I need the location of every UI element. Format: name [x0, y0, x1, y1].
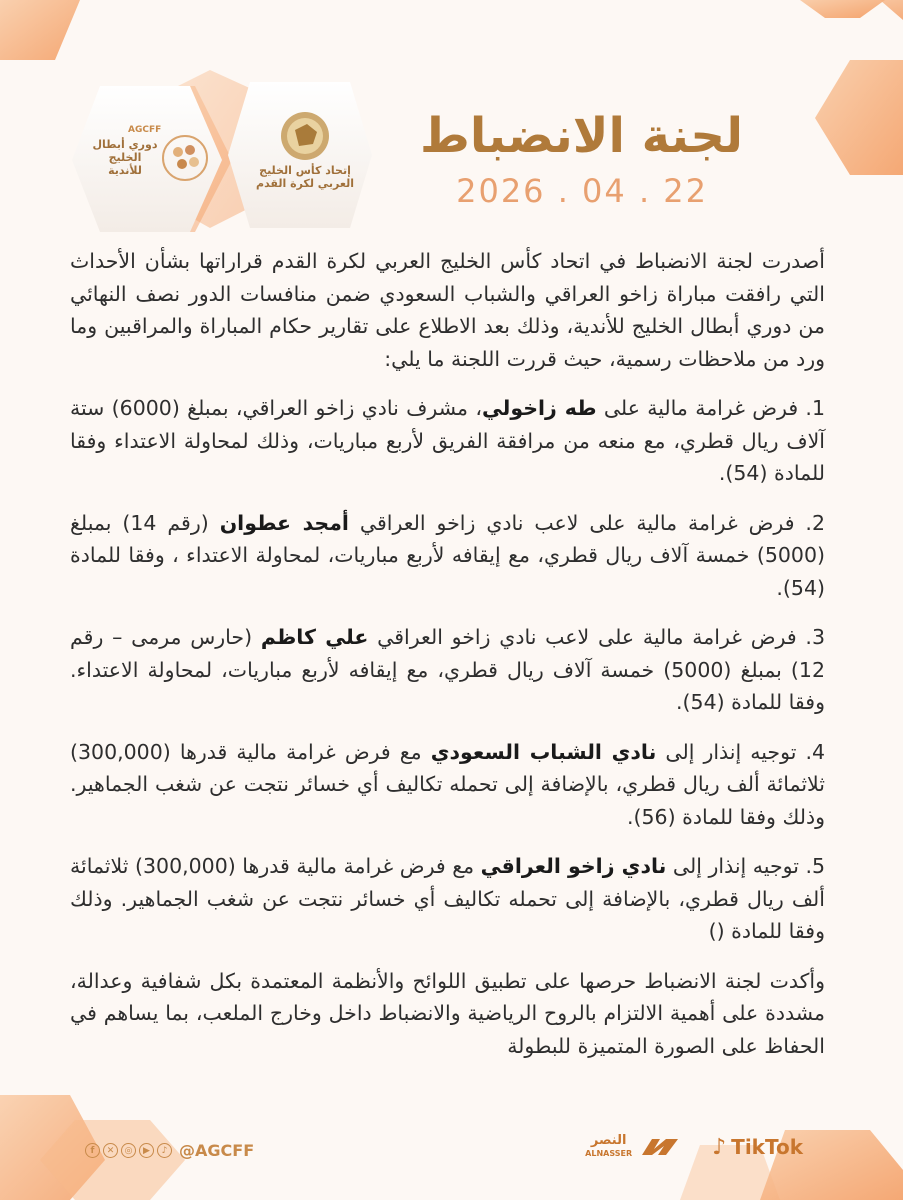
hex-top-right — [800, 0, 885, 18]
alnasser-logo-icon — [638, 1135, 682, 1159]
decision-item-5 — [70, 850, 825, 948]
federation-name-line1: إتحاد كأس الخليج — [259, 164, 351, 177]
decision-1-text: 1. فرض غرامة مالية على — [596, 396, 825, 420]
decision-item-4 — [70, 736, 825, 834]
social-links — [85, 1141, 254, 1160]
tiktok-logo-icon: ♪ — [712, 1134, 727, 1160]
x-icon[interactable]: ✕ — [103, 1143, 118, 1158]
decision-5-details: مع فرض غرامة مالية قدرها (300,000) ثلاثمائة ألف ريال قطري، بالإضافة إلى تحمله تكاليف أي خسائر نتجت عن شغب الجماهير. وذلك وفقا للمادة () — [70, 854, 825, 943]
sponsors — [585, 1134, 803, 1160]
intro-paragraph: أصدرت لجنة الانضباط في اتحاد كأس الخليج العربي لكرة القدم قراراتها بشأن الأحداث التي رافقت مباراة زاخو العراقي والشباب السعودي ضمن منافسات الدور نصف النهائي من دوري أبطال الخليج للأندية، وذلك بعد الاطلاع على تقارير حكام المباراة والمراقبين وما ورد من ملاحظات رسمية، حيث قررت اللجنة ما يلي: — [70, 249, 825, 371]
sponsor-tiktok — [712, 1135, 803, 1160]
league-name-line2: الخليج — [108, 151, 142, 164]
decision-5-text: 5. توجيه إنذار إلى — [666, 854, 826, 878]
league-brand: AGCFF — [128, 125, 162, 135]
decision-4-details: مع فرض غرامة مالية قدرها (300,000) ثلاثمائة ألف ريال قطري، بالإضافة إلى تحمله تكاليف أي خسائر نتجت عن شغب الجماهير. وذلك وفقا للمادة (56). — [70, 739, 825, 829]
league-name-line3: للأندية — [108, 164, 142, 177]
sponsor-alnasser — [585, 1134, 682, 1160]
footer — [0, 1120, 903, 1160]
league-logo — [78, 100, 228, 250]
decision-item-2 — [70, 507, 825, 605]
hex-right — [815, 60, 903, 175]
decision-3-details: (حارس مرمى – رقم 12) بمبلغ (5000) خمسة آلاف ريال قطري، مع إيقافه لأربع مباريات، لمحاولة الاعتداء. وفقا للمادة (54). — [70, 625, 826, 714]
decision-5-name: نادي زاخو العراقي — [480, 854, 667, 878]
announcement-body — [70, 245, 825, 1079]
hex-top-left — [0, 0, 80, 60]
league-name-line1: دوري أبطال — [92, 138, 158, 151]
federation-name-line2: العربي لكرة القدم — [256, 177, 354, 190]
decision-2-name: أمجد عطوان — [219, 510, 349, 535]
league-emblem-icon — [160, 128, 210, 188]
decision-2-details: (رقم 14) بمبلغ (5000) خمسة آلاف ريال قطري، مع إيقافه لأربع مباريات، لمحاولة الاعتداء ، وفقا للمادة (54). — [70, 510, 825, 600]
publish-date: 2026 . 04 . 22 — [456, 172, 708, 210]
tiktok-icon[interactable]: ♪ — [157, 1143, 172, 1158]
decision-1-name: طه زاخولي — [481, 396, 597, 420]
decision-item-3 — [70, 621, 825, 719]
decision-item-1 — [70, 392, 825, 490]
decision-4-name: نادي الشباب السعودي — [430, 739, 657, 764]
alnasser-latin: ALNASSER — [585, 1149, 633, 1158]
alnasser-name: النصر — [590, 1133, 627, 1148]
decision-4-text: 4. توجيه إنذار إلى — [656, 739, 826, 764]
instagram-icon[interactable]: ◎ — [121, 1143, 136, 1158]
decision-1-details: ، مشرف نادي زاخو العراقي، بمبلغ (6000) ستة آلاف ريال قطري، مع منعه من مرافقة الفريق لأربع مباريات، وذلك لمحاولة الاعتداء وفقا للمادة (54). — [70, 396, 825, 485]
youtube-icon[interactable]: ▶ — [139, 1143, 154, 1158]
decision-3-name: علي كاظم — [260, 625, 369, 649]
social-handle[interactable]: @AGCFF — [179, 1141, 255, 1160]
page-title: لجنة الانضباط — [419, 108, 743, 164]
tiktok-label: TikTok — [731, 1135, 803, 1159]
closing-paragraph: وأكدت لجنة الانضباط حرصها على تطبيق اللوائح والأنظمة المعتمدة بكل شفافية وعدالة، مشددة على أهمية الالتزام بالروح الرياضية والانضباط داخل وخارج الملعب، بما يساهم في الحفاظ على الصورة المتميزة للبطولة — [70, 968, 825, 1058]
decision-3-text: 3. فرض غرامة مالية على لاعب نادي زاخو العراقي — [368, 625, 825, 649]
decision-2-text: 2. فرض غرامة مالية على لاعب نادي زاخو العراقي — [348, 510, 826, 535]
facebook-icon[interactable]: f — [85, 1143, 100, 1158]
